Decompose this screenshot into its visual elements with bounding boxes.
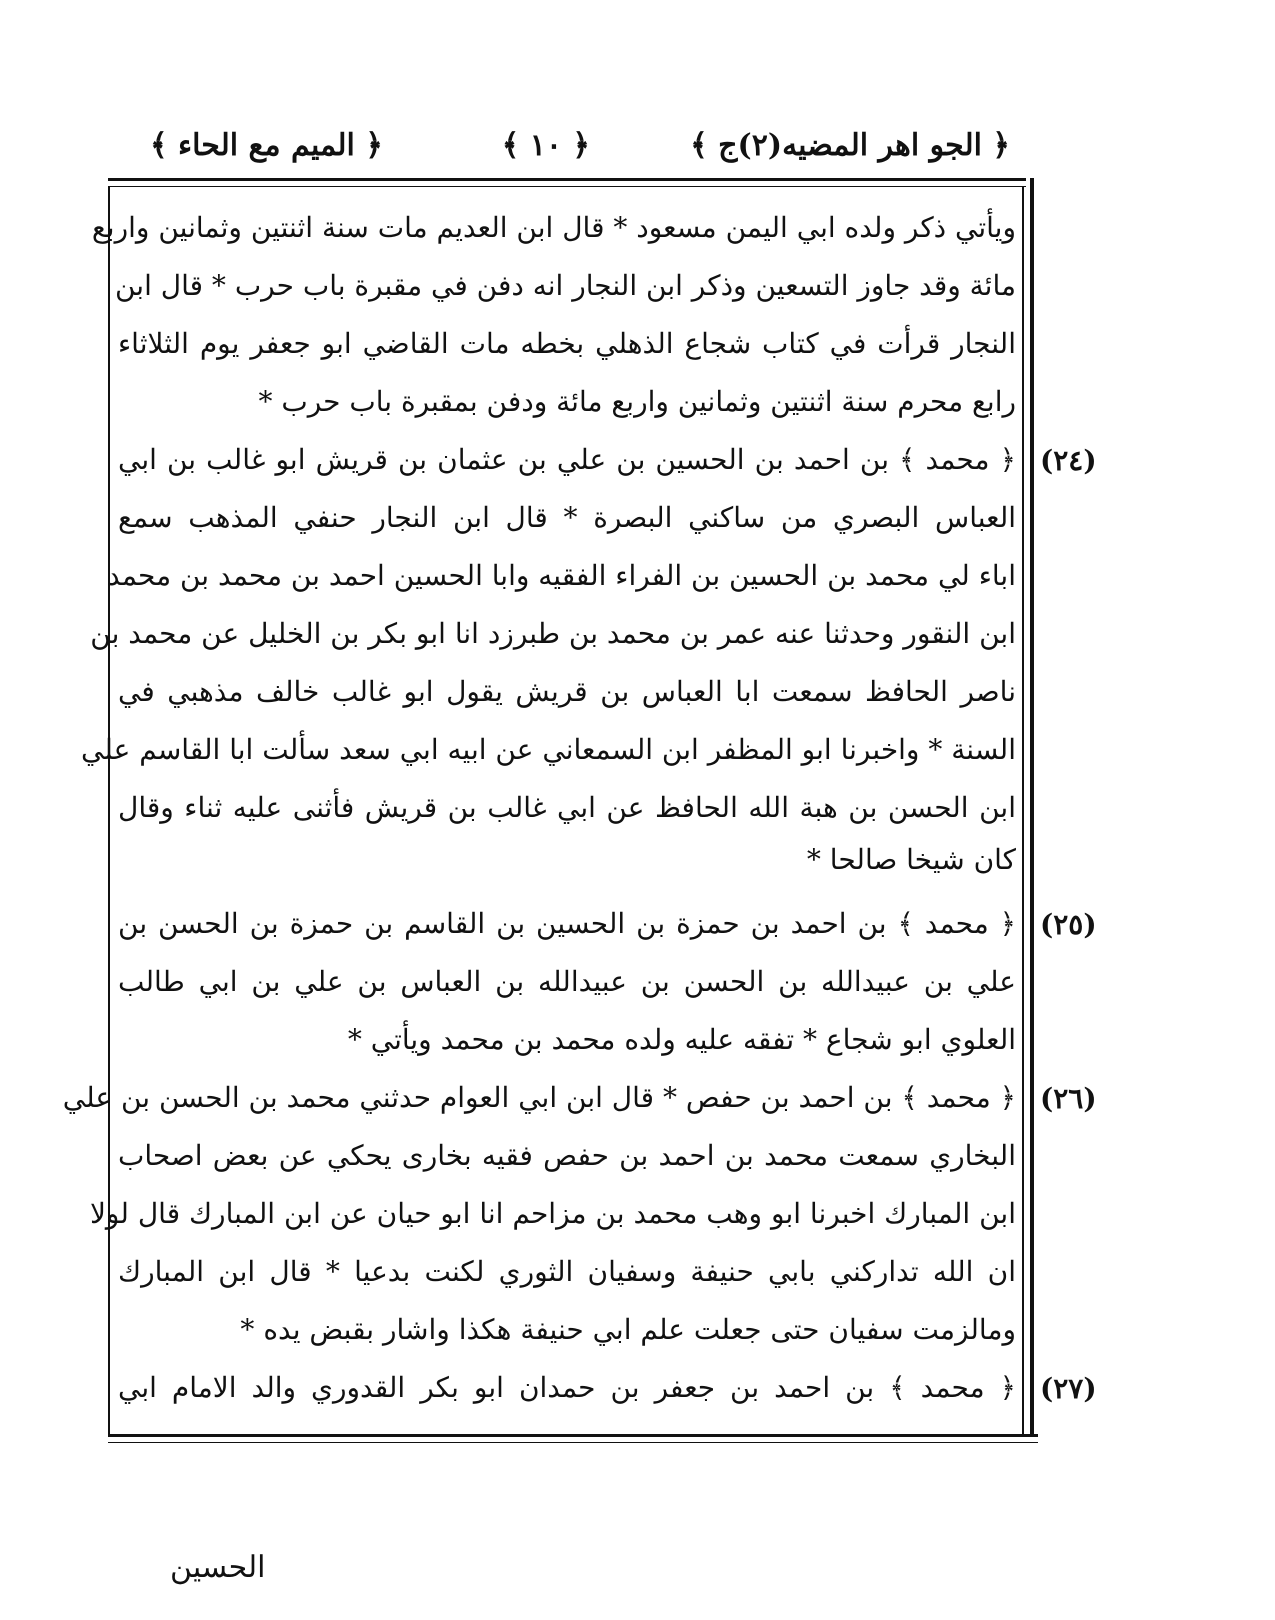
- entry-heading-line: ﴿ محمد ﴾ بن احمد بن حفص * قال ابن ابي العوام حدثني محمد بن الحسن بن علي: [62, 1081, 1016, 1114]
- entry-number: (٢٧): [1040, 1372, 1097, 1405]
- frame-right-line: [1022, 186, 1024, 1436]
- text-line: البخاري سمعت محمد بن احمد بن حفص فقيه بخارى يحكي عن بعض اصحاب: [118, 1139, 1016, 1172]
- text-line: ابن الحسن بن هبة الله الحافظ عن ابي غالب بن قريش فأثنى عليه ثناء وقال: [118, 791, 1016, 824]
- text-line: السنة * واخبرنا ابو المظفر ابن السمعاني عن ابيه ابي سعد سألت ابا القاسم علي: [80, 733, 1016, 766]
- text-line: النجار قرأت في كتاب شجاع الذهلي بخطه مات القاضي ابو جعفر يوم الثلاثاء: [118, 327, 1016, 360]
- footer-rule-bottom: [108, 1442, 1038, 1443]
- text-line: ان الله تداركني بابي حنيفة وسفيان الثوري لكنت بدعيا * قال ابن المبارك: [118, 1255, 1016, 1288]
- margin-right-line-thick: [1030, 178, 1034, 1436]
- catchword: الحسين: [170, 1550, 266, 1585]
- text-line: العباس البصري من ساكني البصرة * قال ابن النجار حنفي المذهب سمع: [118, 501, 1016, 534]
- entry-number: (٢٦): [1040, 1082, 1097, 1115]
- running-header: [150, 122, 1010, 172]
- text-line: كان شيخا صالحا *: [806, 843, 1016, 876]
- section-title: ﴿ الميم مع الحاء ﴾: [150, 128, 383, 163]
- text-line: ابن المبارك اخبرنا ابو وهب محمد بن مزاحم انا ابو حيان عن ابن المبارك قال لولا: [89, 1197, 1016, 1230]
- entry-number: (٢٥): [1040, 908, 1097, 941]
- entry-number: (٢٤): [1040, 444, 1097, 477]
- page-number: ﴿ ١٠ ﴾: [501, 128, 590, 163]
- frame-left-line: [108, 186, 110, 1436]
- header-rule-top: [108, 178, 1026, 181]
- book-title: ﴿ الجو اهر المضيه(٢)ج ﴾: [690, 128, 1010, 163]
- text-line: العلوي ابو شجاع * تفقه عليه ولده محمد بن محمد ويأتي *: [347, 1023, 1016, 1056]
- text-line: اباء لي محمد بن الحسين بن الفراء الفقيه وابا الحسين احمد بن محمد بن محمد: [107, 559, 1016, 592]
- entry-heading-line: ﴿ محمد ﴾ بن احمد بن جعفر بن حمدان ابو بكر القدوري والد الامام ابي: [118, 1371, 1016, 1404]
- footer-rule-top: [108, 1434, 1038, 1437]
- text-line: ابن النقور وحدثنا عنه عمر بن محمد بن طبرزد انا ابو بكر بن الخليل عن محمد بن: [90, 617, 1016, 650]
- header-rule-bottom: [108, 186, 1026, 187]
- entry-heading-line: ﴿ محمد ﴾ بن احمد بن الحسين بن علي بن عثمان بن قريش ابو غالب بن ابي: [118, 443, 1016, 476]
- text-line: ناصر الحافظ سمعت ابا العباس بن قريش يقول ابو غالب خالف مذهبي في: [118, 675, 1016, 708]
- text-line: مائة وقد جاوز التسعين وذكر ابن النجار انه دفن في مقبرة باب حرب * قال ابن: [114, 269, 1016, 302]
- text-line: رابع محرم سنة اثنتين وثمانين واربع مائة ودفن بمقبرة باب حرب *: [258, 385, 1016, 418]
- text-line: ويأتي ذكر ولده ابي اليمن مسعود * قال ابن العديم مات سنة اثنتين وثمانين واربع: [91, 211, 1016, 244]
- text-line: ومالزمت سفيان حتى جعلت علم ابي حنيفة هكذا واشار بقبض يده *: [240, 1313, 1016, 1346]
- text-line: علي بن عبيدالله بن الحسن بن عبيدالله بن العباس بن علي بن ابي طالب: [118, 965, 1016, 998]
- entry-heading-line: ﴿ محمد ﴾ بن احمد بن حمزة بن الحسين بن القاسم بن حمزة بن الحسن بن: [118, 907, 1016, 940]
